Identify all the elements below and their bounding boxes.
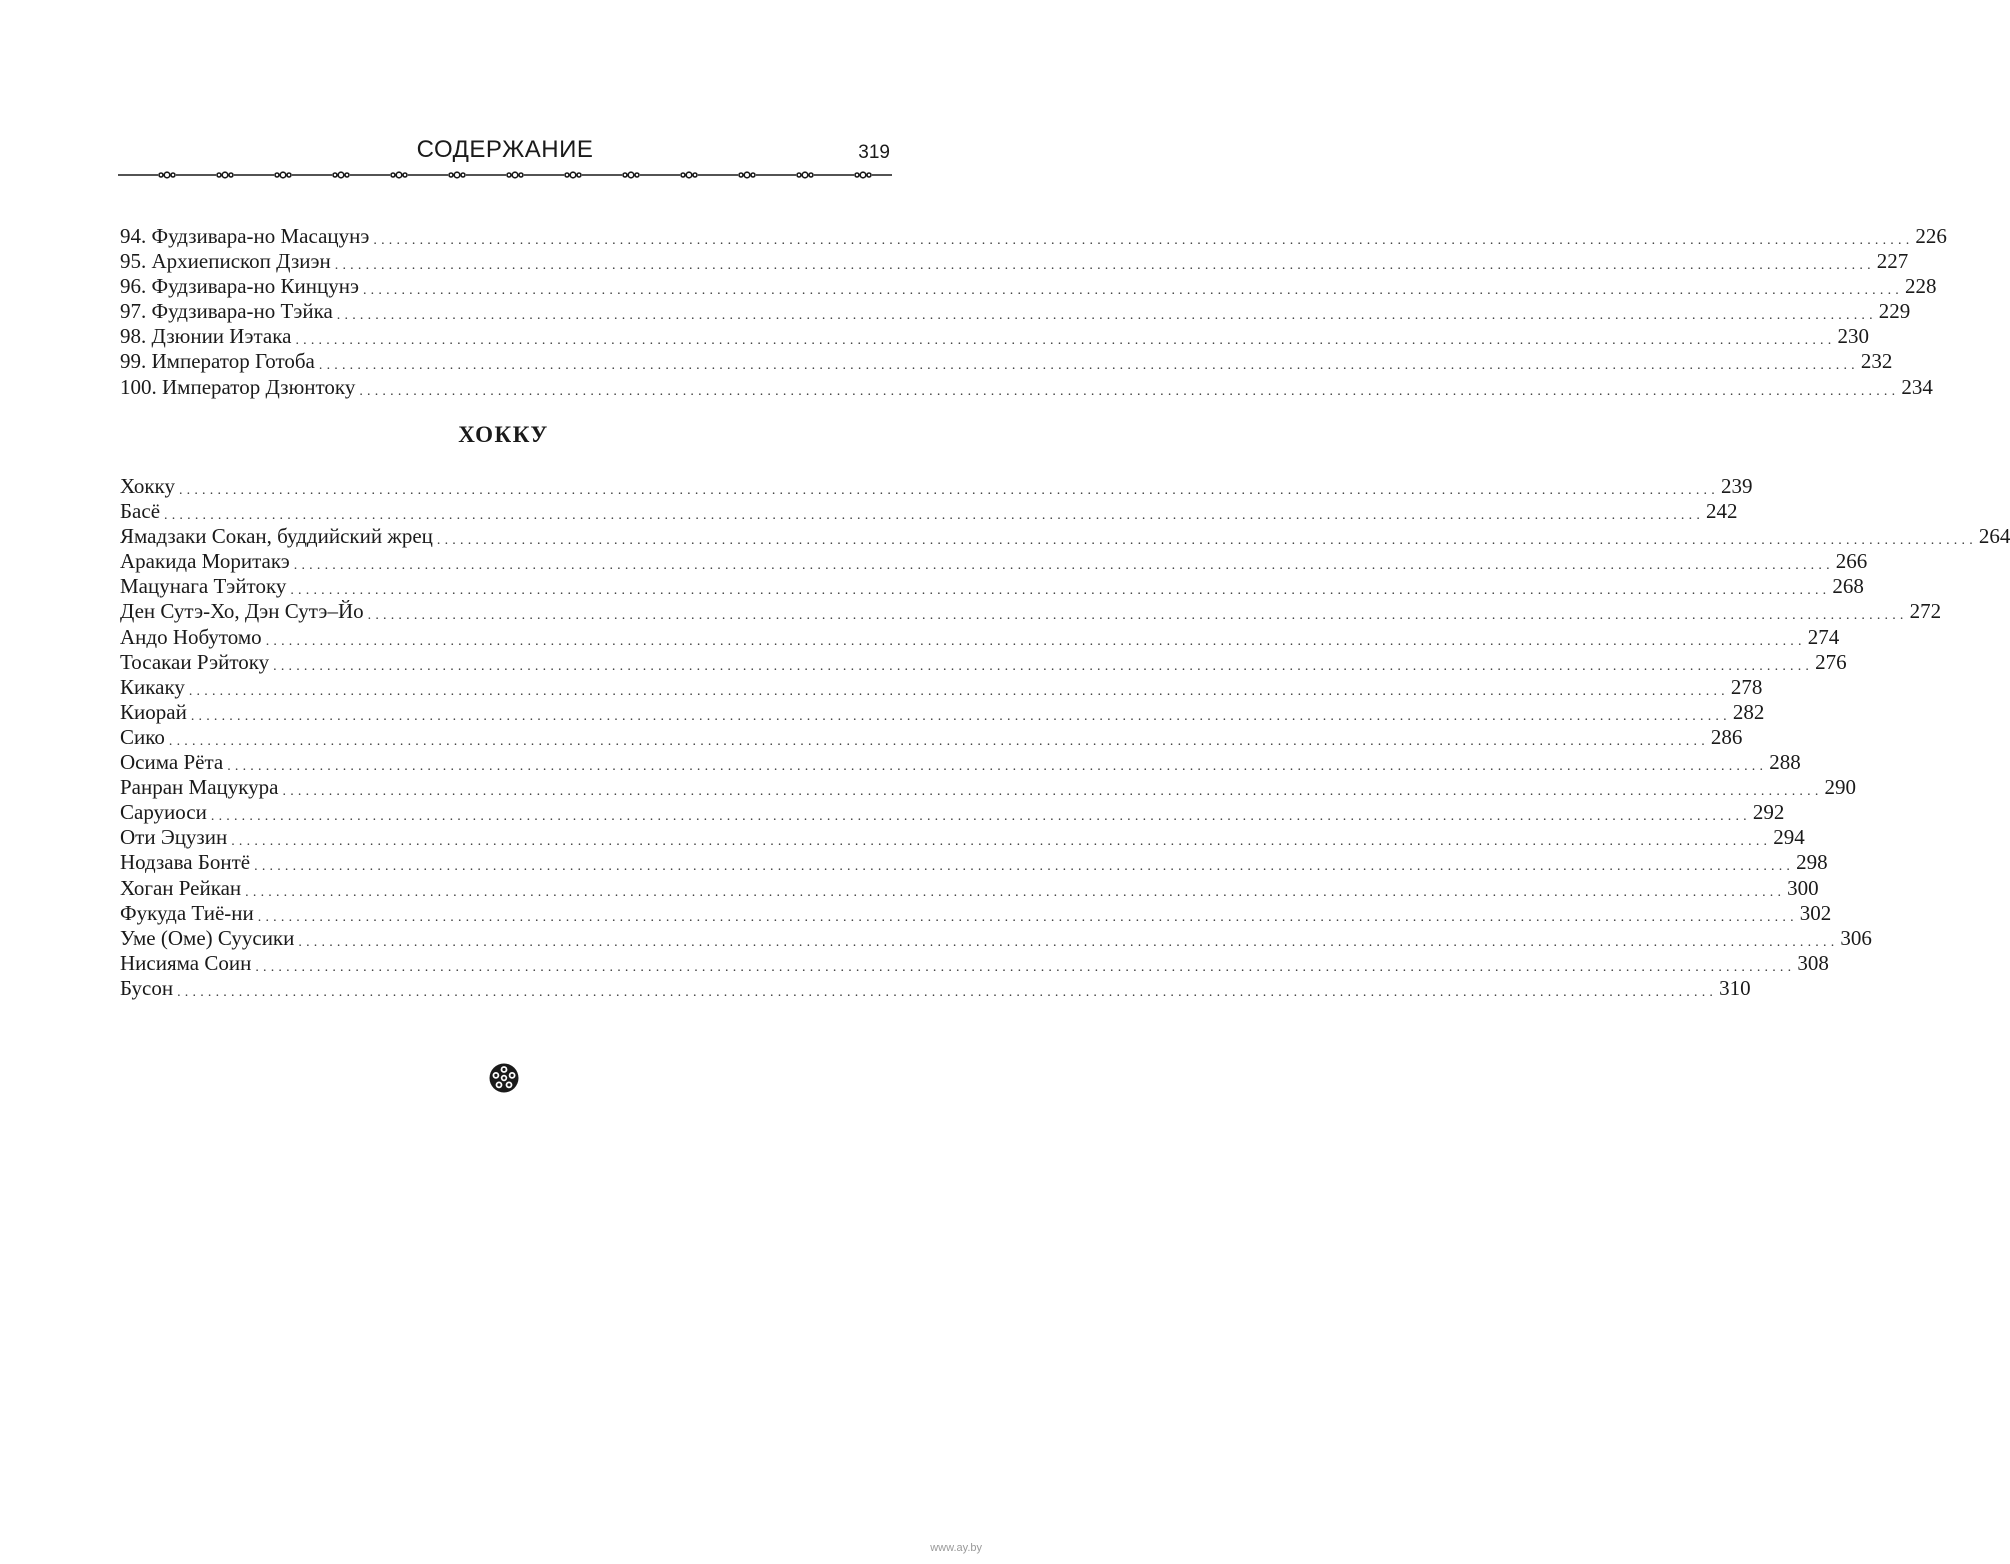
dot-leader: ........................................................................................................................................................................................................ bbox=[290, 583, 1831, 599]
toc-entry-page: 229 bbox=[1878, 299, 1911, 324]
toc-entry-title: Фукуда Тиё-ни bbox=[120, 900, 254, 925]
toc-entry-page: 298 bbox=[1796, 850, 1828, 875]
toc-entry-page: 310 bbox=[1719, 975, 1751, 1000]
toc-entry bbox=[120, 925, 1872, 951]
toc-entry-page: 286 bbox=[1710, 724, 1743, 749]
toc-entry-title: 98. Дзюнии Иэтака bbox=[120, 324, 292, 349]
toc-entry bbox=[120, 624, 1840, 650]
toc-entry bbox=[120, 825, 1805, 850]
toc-entry bbox=[120, 750, 1801, 775]
toc-entry-page: 294 bbox=[1773, 825, 1805, 850]
toc-entry bbox=[120, 474, 1753, 499]
toc-entry-title: Саруиоси bbox=[120, 800, 207, 825]
toc-entry bbox=[120, 349, 1893, 374]
dot-leader: ........................................................................................................................................................................................................ bbox=[318, 358, 1859, 374]
toc-entry-title: Андо Нобутомо bbox=[120, 624, 262, 649]
toc-entry-title: Тосакаи Рэйтоку bbox=[120, 649, 270, 674]
section-heading: ХОККУ bbox=[458, 422, 549, 447]
ornamental-rule-icon bbox=[118, 168, 892, 182]
toc-entry-title: Кикаку bbox=[120, 674, 185, 699]
toc-entry-page: 288 bbox=[1769, 750, 1801, 775]
dot-leader: ........................................................................................................................................................................................................ bbox=[257, 909, 1798, 925]
dot-leader: ........................................................................................................................................................................................................ bbox=[282, 784, 1823, 800]
dot-leader: ........................................................................................................................................................................................................ bbox=[188, 683, 1729, 699]
toc-entry bbox=[120, 499, 1738, 524]
toc-entry-title: Ямадзаки Сокан, буддийский жрец bbox=[120, 524, 433, 549]
toc-entry-title: Оти Эцузин bbox=[120, 825, 228, 850]
toc-entry bbox=[120, 224, 1947, 249]
dot-leader: ........................................................................................................................................................................................................ bbox=[359, 383, 1900, 399]
toc-entry bbox=[120, 950, 1829, 976]
toc-entry bbox=[120, 274, 1937, 299]
toc-entry-title: 97. Фудзивара-но Тэйка bbox=[120, 299, 333, 324]
dot-leader: ........................................................................................................................................................................................................ bbox=[362, 283, 1903, 299]
toc-entry bbox=[120, 249, 1909, 274]
toc-entry-title: Бусон bbox=[120, 975, 174, 1000]
dot-leader: ........................................................................................................................................................................................................ bbox=[334, 258, 1875, 274]
dot-leader: ........................................................................................................................................................................................................ bbox=[254, 859, 1795, 875]
toc-entry-page: 306 bbox=[1840, 925, 1872, 950]
toc-entry-title: 99. Император Готоба bbox=[120, 349, 315, 374]
toc-entry-title: Басё bbox=[120, 499, 161, 524]
dot-leader: ........................................................................................................................................................................................................ bbox=[168, 733, 1709, 749]
dot-leader: ........................................................................................................................................................................................................ bbox=[293, 558, 1834, 574]
toc-entry-title: Нисияма Соин bbox=[120, 950, 252, 975]
toc-entry-page: 302 bbox=[1799, 900, 1832, 925]
toc-entry-page: 230 bbox=[1837, 324, 1869, 349]
toc-entry-title: 96. Фудзивара-но Кинцунэ bbox=[120, 274, 359, 299]
dot-leader: ........................................................................................................................................................................................................ bbox=[231, 834, 1772, 850]
toc-entry-title: Хокку bbox=[120, 474, 175, 498]
dot-leader: ........................................................................................................................................................................................................ bbox=[210, 809, 1751, 825]
toc-entry-page: 232 bbox=[1860, 349, 1893, 374]
toc-entry-page: 234 bbox=[1901, 374, 1933, 399]
toc-entry-page: 264 bbox=[1978, 524, 2010, 549]
running-head-title: СОДЕРЖАНИЕ bbox=[416, 136, 594, 163]
toc-entry-title: 94. Фудзивара-но Масацунэ bbox=[120, 224, 370, 248]
dot-leader: ........................................................................................................................................................................................................ bbox=[336, 308, 1877, 324]
toc-entry-page: 228 bbox=[1904, 274, 1937, 299]
toc-entry-page: 274 bbox=[1807, 624, 1840, 649]
running-head bbox=[120, 132, 890, 172]
toc-entry-title: Аракида Моритакэ bbox=[120, 549, 290, 574]
dot-leader: ........................................................................................................................................................................................................ bbox=[227, 759, 1768, 775]
toc-entry-page: 282 bbox=[1732, 699, 1765, 724]
toc-entry bbox=[120, 674, 1763, 700]
toc-entry bbox=[120, 374, 1933, 400]
dot-leader: ........................................................................................................................................................................................................ bbox=[298, 934, 1839, 950]
toc-entry-page: 308 bbox=[1797, 950, 1829, 975]
toc-entry-page: 276 bbox=[1815, 649, 1847, 674]
toc-entry bbox=[120, 875, 1819, 901]
toc-entry-page: 242 bbox=[1706, 499, 1738, 524]
flower-rosette-icon bbox=[488, 1062, 520, 1094]
dot-leader: ........................................................................................................................................................................................................ bbox=[190, 708, 1731, 724]
toc-entry bbox=[120, 649, 1847, 675]
toc-entry-page: 266 bbox=[1835, 549, 1868, 574]
toc-list-poems bbox=[120, 224, 1947, 400]
toc-entry-title: Киорай bbox=[120, 699, 187, 724]
toc-entry-page: 226 bbox=[1915, 224, 1947, 248]
toc-entry-page: 290 bbox=[1824, 775, 1857, 800]
toc-entry-page: 227 bbox=[1876, 249, 1909, 274]
dot-leader: ........................................................................................................................................................................................................ bbox=[178, 483, 1719, 498]
dot-leader: ........................................................................................................................................................................................................ bbox=[436, 533, 1977, 549]
toc-entry bbox=[120, 574, 1864, 599]
toc-entry bbox=[120, 549, 1868, 574]
dot-leader: ........................................................................................................................................................................................................ bbox=[367, 608, 1908, 624]
toc-entry-title: Хоган Рейкан bbox=[120, 875, 242, 900]
watermark: www.ay.by bbox=[930, 1542, 982, 1554]
toc-entry bbox=[120, 599, 1942, 624]
toc-entry-page: 278 bbox=[1730, 674, 1763, 699]
dot-leader: ........................................................................................................................................................................................................ bbox=[273, 658, 1814, 674]
toc-entry-title: Нодзава Бонтё bbox=[120, 850, 251, 875]
toc-entry bbox=[120, 900, 1832, 926]
toc-entry bbox=[120, 699, 1765, 725]
toc-entry-title: Уме (Оме) Суусики bbox=[120, 925, 295, 950]
dot-leader: ........................................................................................................................................................................................................ bbox=[295, 333, 1836, 349]
toc-entry-title: Мацунага Тэйтоку bbox=[120, 574, 287, 599]
toc-entry-title: Ден Сутэ-Хо, Дэн Сутэ–Йо bbox=[120, 599, 364, 624]
toc-entry bbox=[120, 299, 1911, 324]
toc-entry bbox=[120, 324, 1869, 349]
toc-entry bbox=[120, 975, 1751, 1001]
toc-entry-page: 292 bbox=[1752, 800, 1785, 825]
toc-entry-title: Ранран Мацукура bbox=[120, 775, 279, 800]
dot-leader: ........................................................................................................................................................................................................ bbox=[177, 984, 1718, 1000]
toc-entry-title: 95. Архиепископ Дзиэн bbox=[120, 249, 331, 274]
toc-entry-page: 300 bbox=[1787, 875, 1819, 900]
toc-entry-title: 100. Император Дзюнтоку bbox=[120, 374, 356, 399]
toc-entry bbox=[120, 800, 1785, 825]
dot-leader: ........................................................................................................................................................................................................ bbox=[164, 508, 1705, 524]
toc-entry-page: 239 bbox=[1720, 474, 1753, 498]
toc-entry bbox=[120, 724, 1743, 750]
toc-list-hokku bbox=[120, 474, 2010, 1001]
toc-entry-title: Осима Рёта bbox=[120, 750, 224, 775]
page-number: 319 bbox=[858, 142, 890, 163]
toc-entry-page: 272 bbox=[1909, 599, 1942, 624]
dot-leader: ........................................................................................................................................................................................................ bbox=[265, 633, 1806, 649]
dot-leader: ........................................................................................................................................................................................................ bbox=[255, 959, 1796, 975]
dot-leader: ........................................................................................................................................................................................................ bbox=[373, 233, 1914, 248]
toc-entry-title: Сико bbox=[120, 724, 165, 749]
dot-leader: ........................................................................................................................................................................................................ bbox=[245, 884, 1786, 900]
toc-entry-page: 268 bbox=[1832, 574, 1864, 599]
